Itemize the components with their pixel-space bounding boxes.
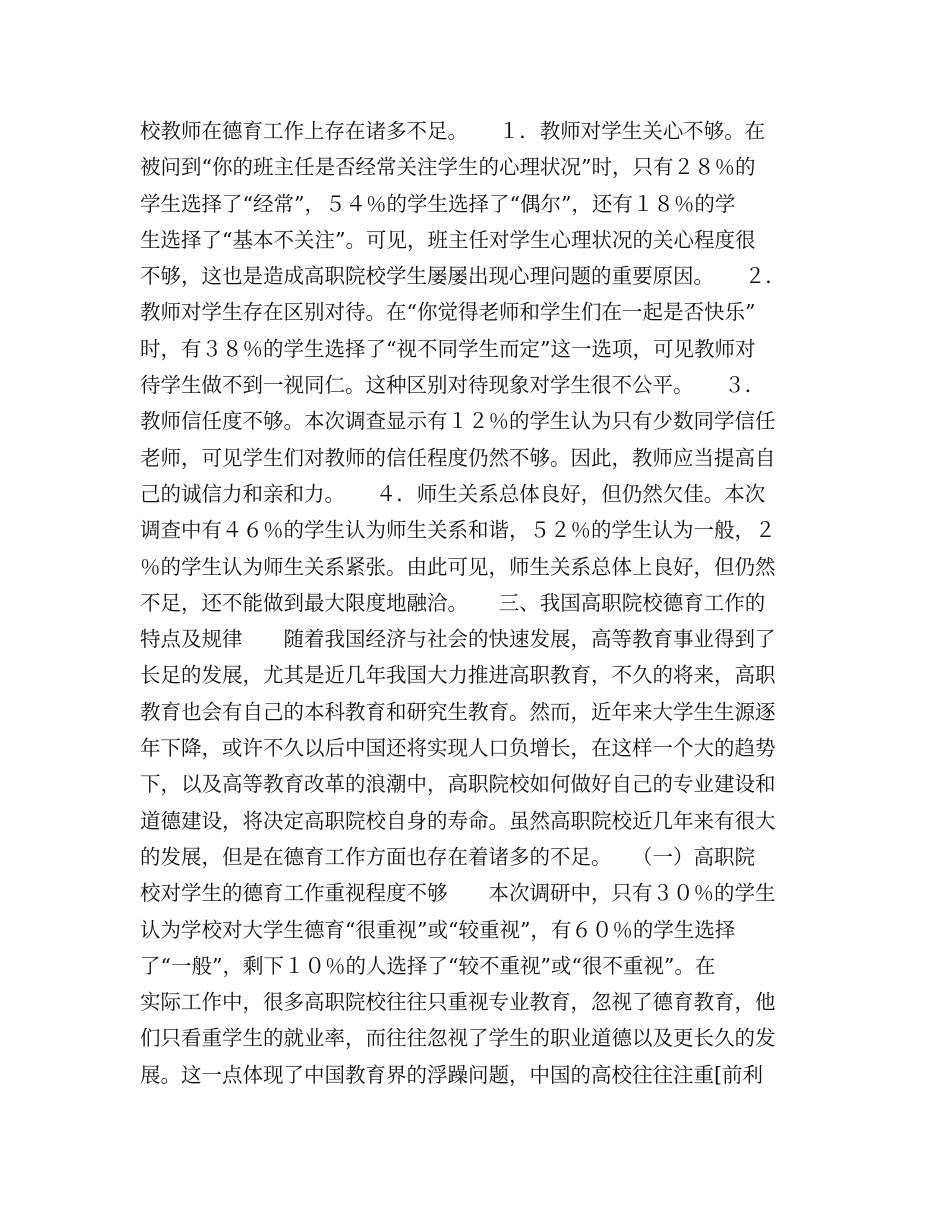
text-line: 下，以及高等教育改革的浪潮中，高职院校如何做好自己的专业建设和 — [140, 772, 776, 797]
text-line: 被问到“你的班主任是否经常关注学生的心理状况”时，只有２８％的 — [140, 155, 756, 180]
text-line: 实际工作中，很多高职院校往往只重视专业教育，忽视了德育教育，他 — [140, 990, 776, 1015]
text-line: 校教师在德育工作上存在诸多不足。 １．教师对学生关心不够。在 — [140, 119, 766, 143]
text-line: 不够，这也是造成高职院校学生屡屡出现心理问题的重要原因。 ２． — [140, 264, 786, 289]
text-line: 了“一般”，剩下１０％的人选择了“较不重视”或“很不重视”。在 — [140, 953, 716, 978]
text-line: 调查中有４６％的学生认为师生关系和谐，５２％的学生认为一般，２ — [140, 518, 776, 543]
text-line: 认为学校对大学生德育“很重视”或“较重视”，有６０％的学生选择 — [140, 917, 736, 942]
text-line: ％的学生认为师生关系紧张。由此可见，师生关系总体上良好，但仍然 — [140, 554, 776, 579]
text-line: 道德建设，将决定高职院校自身的寿命。虽然高职院校近几年来有很大 — [140, 808, 776, 833]
text-line: 展。这一点体现了中国教育界的浮躁问题，中国的高校往往注重[前利 — [140, 1062, 763, 1087]
text-line: 学生选择了“经常”，５４％的学生选择了“偶尔”，还有１８％的学 — [140, 191, 736, 216]
text-line: 己的诚信力和亲和力。 ４．师生关系总体良好，但仍然欠佳。本次 — [140, 481, 766, 506]
text-line: 特点及规律 随着我国经济与社会的快速发展，高等教育事业得到了 — [140, 627, 776, 652]
body-text — [140, 113, 820, 1093]
text-line: 生选择了“基本不关注”。可见，班主任对学生心理状况的关心程度很 — [140, 227, 756, 252]
text-line: 长足的发展，尤其是近几年我国大力推进高职教育，不久的将来，高职 — [140, 663, 776, 688]
text-line: 们只看重学生的就业率，而往往忽视了学生的职业道德以及更长久的发 — [140, 1026, 776, 1051]
text-line: 教师信任度不够。本次调查显示有１２％的学生认为只有少数同学信任 — [140, 409, 776, 434]
text-line: 时，有３８％的学生选择了“视不同学生而定”这一选项，可见教师对 — [140, 336, 756, 361]
text-line: 校对学生的德育工作重视程度不够 本次调研中，只有３０％的学生 — [140, 881, 776, 906]
text-line: 不足，还不能做到最大限度地融洽。 三、我国高职院校德育工作的 — [140, 590, 766, 615]
text-line: 的发展，但是在德育工作方面也存在着诸多的不足。 （一）高职院 — [140, 844, 755, 869]
text-line: 教师对学生存在区别对待。在“你觉得老师和学生们在一起是否快乐” — [140, 300, 756, 325]
text-line: 年下降，或许不久以后中国还将实现人口负增长，在这样一个大的趋势 — [140, 736, 776, 761]
text-line: 老师，可见学生们对教师的信任程度仍然不够。因此，教师应当提高自 — [140, 445, 776, 470]
text-line: 待学生做不到一视同仁。这种区别对待现象对学生很不公平。 ３． — [140, 373, 766, 398]
text-line: 教育也会有自己的本科教育和研究生教育。然而，近年来大学生生源逐 — [140, 699, 776, 724]
